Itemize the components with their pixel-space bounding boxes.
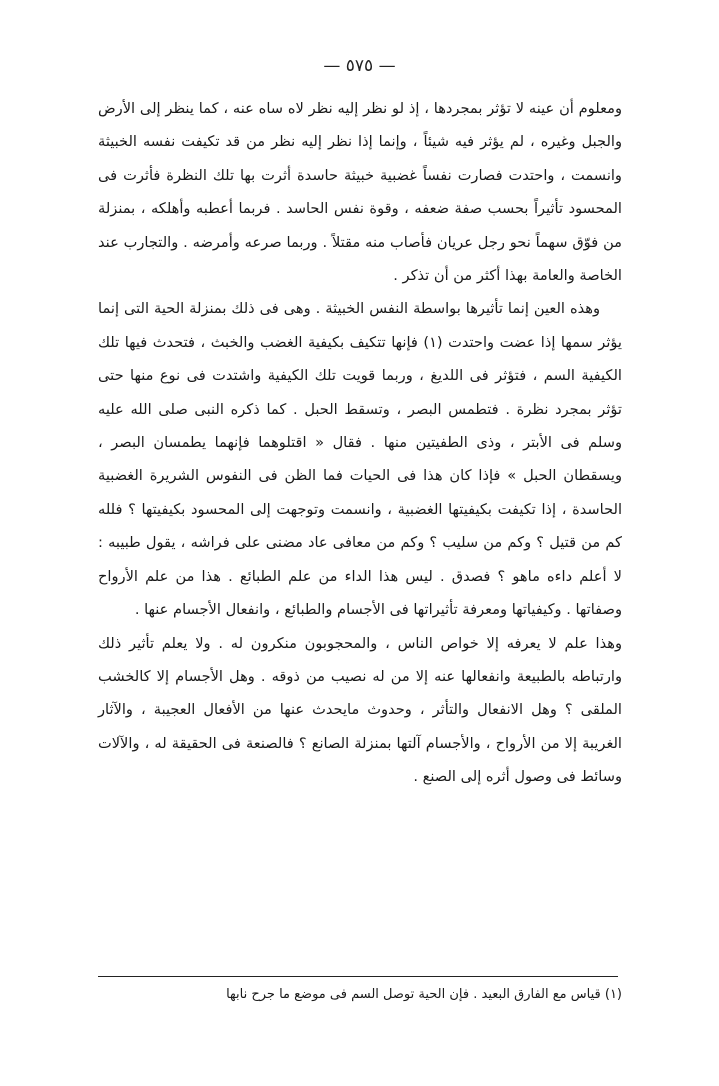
body-text (98, 92, 622, 794)
page-number: — ٥٧٥ — (323, 56, 396, 76)
footnote-divider (98, 976, 618, 977)
paragraph-2: وهذه العين إنما تأثيرها بواسطة النفس الخبيثة . وهى فى ذلك بمنزلة الحية التى إنما يؤثر سمها إذا عضت واحتدت (١) فإنها تتكيف بكيفية الغضب والخبث ، فتحدث فيها تلك الكيفية السم ، فتؤثر فى اللديغ ، وربما قويت تلك الكيفية واشتدت فى نوع منها حتى تؤثر بمجرد نظرة . فتطمس البصر ، وتسقط الحبل . كما ذكره النبى صلى الله عليه وسلم فى الأبتر ، وذى الطفيتين منها . فقال « اقتلوهما فإنهما يطمسان البصر ، ويسقطان الحبل » فإذا كان هذا فى الحيات فما الظن فى النفوس الشريرة الغضبية الحاسدة ، إذا تكيفت بكيفيتها الغضبية ، وانسمت وتوجهت إلى المحسود بكيفيتها ؟ فلله كم من قتيل ؟ وكم من سليب ؟ وكم من معافى عاد مضنى على فراشه ، يقول طبيبه : لا أعلم داءه ماهو ؟ فصدق . ليس هذا الداء من علم الطبائع . هذا من علم الأرواح وصفاتها . وكيفياتها ومعرفة تأثيراتها فى الأجسام والطبائع ، وانفعال الأجسام عنها . (98, 300, 622, 619)
paragraph-1: ومعلوم أن عينه لا تؤثر بمجردها ، إذ لو نظر إليه نظر لاه ساه عنه ، كما ينظر إلى الأرض والجبل وغيره ، لم يؤثر فيه شيئاً ، وإنما إذا نظر إليه نظر من قد تكيفت نفسه الخبيثة وانسمت ، واحتدت فصارت نفساً غضبية خبيثة حاسدة أثرت بها تلك النظرة فأثرت فى المحسود تأثيراً بحسب صفة ضعفه ، وقوة نفس الحاسد . فربما أعطبه وأهلكه ، بمنزلة من فوّق سهماً نحو رجل عريان فأصاب منه مقتلاً . وربما صرعه وأمرضه . والتجارب عند الخاصة والعامة بهذا أكثر من أن تذكر . (98, 100, 622, 285)
footnote: (١) قياس مع الفارق البعيد . فإن الحية توصل السم فى موضع ما جرح نابها (226, 987, 622, 1002)
paragraph-3: وهذا علم لا يعرفه إلا خواص الناس ، والمحجوبون منكرون له . ولا يعلم تأثير ذلك وارتباطه بالطبيعة وانفعالها عنه إلا من له نصيب من ذوقه . وهل الأجسام إلا كالخشب الملقى ؟ وهل الانفعال والتأثر ، وحدوث مايحدث عنها من الأفعال العجيبة ، والآثار الغريبة إلا من الأرواح ، والأجسام آلتها بمنزلة الصانع ؟ فالصنعة فى الحقيقة له ، والآلات وسائط فى وصول أثره إلى الصنع . (98, 634, 622, 786)
